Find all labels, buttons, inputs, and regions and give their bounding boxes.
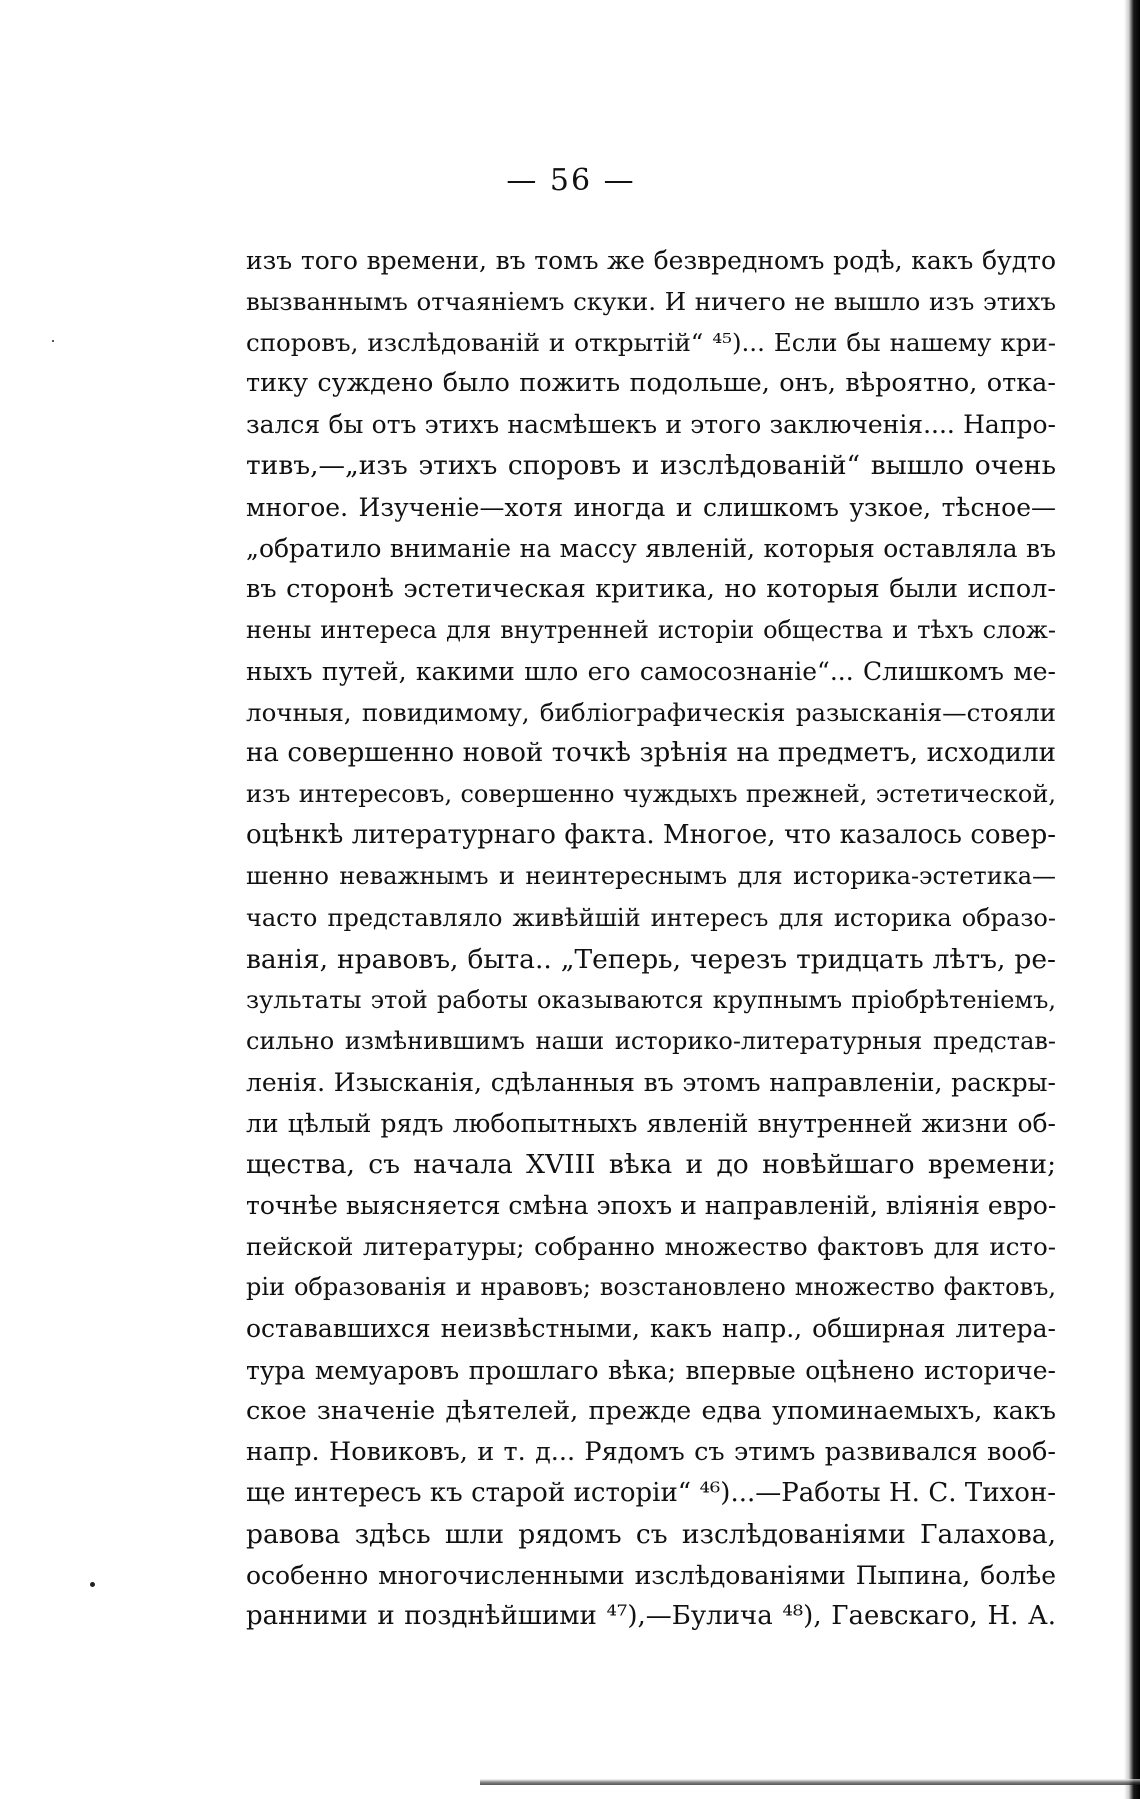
page-edge-shadow	[1124, 0, 1140, 1799]
body-text	[246, 240, 1056, 1637]
text-line: напр. Новиковъ, и т. д... Рядомъ съ этимъ развивался вооб-	[246, 1436, 1056, 1467]
text-line: точнѣе выясняется смѣна эпохъ и направленій, вліянія евро-	[246, 1191, 1057, 1221]
text-line: шенно неважнымъ и неинтереснымъ для историка-эстетика—	[246, 862, 1056, 891]
text-line: вызваннымъ отчаяніемъ скуки. И ничего не вышло изъ этихъ	[246, 287, 1056, 317]
page-number: — 56 —	[506, 163, 636, 198]
text-line: сильно измѣнившимъ наши историко-литературныя представ-	[246, 1026, 1056, 1055]
text-line: ское значеніе дѣятелей, прежде едва упоминаемыхъ, какъ	[246, 1395, 1056, 1426]
text-line: лочныя, повидимому, библіографическія разысканія—стояли	[246, 698, 1056, 728]
text-line: тивъ,—„изъ этихъ споровъ и изслѣдованій“ вышло очень	[246, 450, 1056, 482]
text-line: тику суждено было пожить подольше, онъ, вѣроятно, отка-	[246, 368, 1056, 399]
text-line: зался бы отъ этихъ насмѣшекъ и этого заключенія.... Напро-	[246, 410, 1056, 440]
page-bottom-shadow	[480, 1779, 1140, 1785]
text-line: ріи образованія и нравовъ; возстановлено множество фактовъ,	[246, 1273, 1056, 1302]
scan-speck	[90, 1582, 95, 1587]
text-line: оцѣнкѣ литературнаго факта. Многое, что казалось совер-	[246, 820, 1056, 851]
text-line: ленія. Изысканія, сдѣланныя въ этомъ направленіи, раскры-	[246, 1067, 1056, 1097]
text-line: часто представляло живѣйшій интересъ для историка образо-	[246, 903, 1056, 932]
text-line: ныхъ путей, какими шло его самосознаніе“... Слишкомъ ме-	[246, 656, 1056, 686]
text-line: пейской литературы; собранно множество фактовъ для исто-	[246, 1232, 1056, 1262]
text-line: ранними и позднѣйшими ⁴⁷),—Булича ⁴⁸), Гаевскаго, Н. А.	[246, 1601, 1056, 1632]
text-line: нены интереса для внутренней исторіи общества и тѣхъ слож-	[246, 615, 1056, 644]
text-line: равова здѣсь шли рядомъ съ изслѣдованіями Галахова,	[246, 1518, 1056, 1550]
scan-speck	[52, 340, 54, 342]
text-line: „обратило вниманіе на массу явленій, которыя оставляла въ	[246, 533, 1056, 563]
text-line: въ сторонѣ эстетическая критика, но которыя были испол-	[246, 573, 1056, 604]
text-line: ванія, нравовъ, быта.. „Теперь, черезъ тридцать лѣтъ, ре-	[246, 943, 1056, 975]
text-line: изъ интересовъ, совершенно чуждыхъ прежней, эстетической,	[246, 780, 1056, 809]
text-line: споровъ, изслѣдованій и открытій“ ⁴⁵)... Если бы нашему кри-	[246, 328, 1056, 358]
text-line: изъ того времени, въ томъ же безвредномъ родѣ, какъ будто	[246, 246, 1056, 275]
text-line: многое. Изученіе—хотя иногда и слишкомъ узкое, тѣсное—	[246, 492, 1056, 522]
text-line: ще интересъ къ старой исторіи“ ⁴⁶)...—Работы Н. С. Тихон-	[246, 1477, 1056, 1508]
text-line: ли цѣлый рядъ любопытныхъ явленій внутренней жизни об-	[246, 1108, 1056, 1138]
text-line: зультаты этой работы оказываются крупнымъ пріобрѣтеніемъ,	[246, 985, 1056, 1014]
text-line: щества, съ начала XVIII вѣка и до новѣйшаго времени;	[246, 1149, 1056, 1181]
text-line: особенно многочисленными изслѣдованіями Пыпина, болѣе	[246, 1561, 1056, 1590]
text-line: остававшихся неизвѣстными, какъ напр., обширная литера-	[246, 1314, 1056, 1344]
text-line: на совершенно новой точкѣ зрѣнія на предметъ, исходили	[246, 738, 1056, 769]
text-line: тура мемуаровъ прошлаго вѣка; впервые оцѣнено историче-	[246, 1355, 1056, 1385]
